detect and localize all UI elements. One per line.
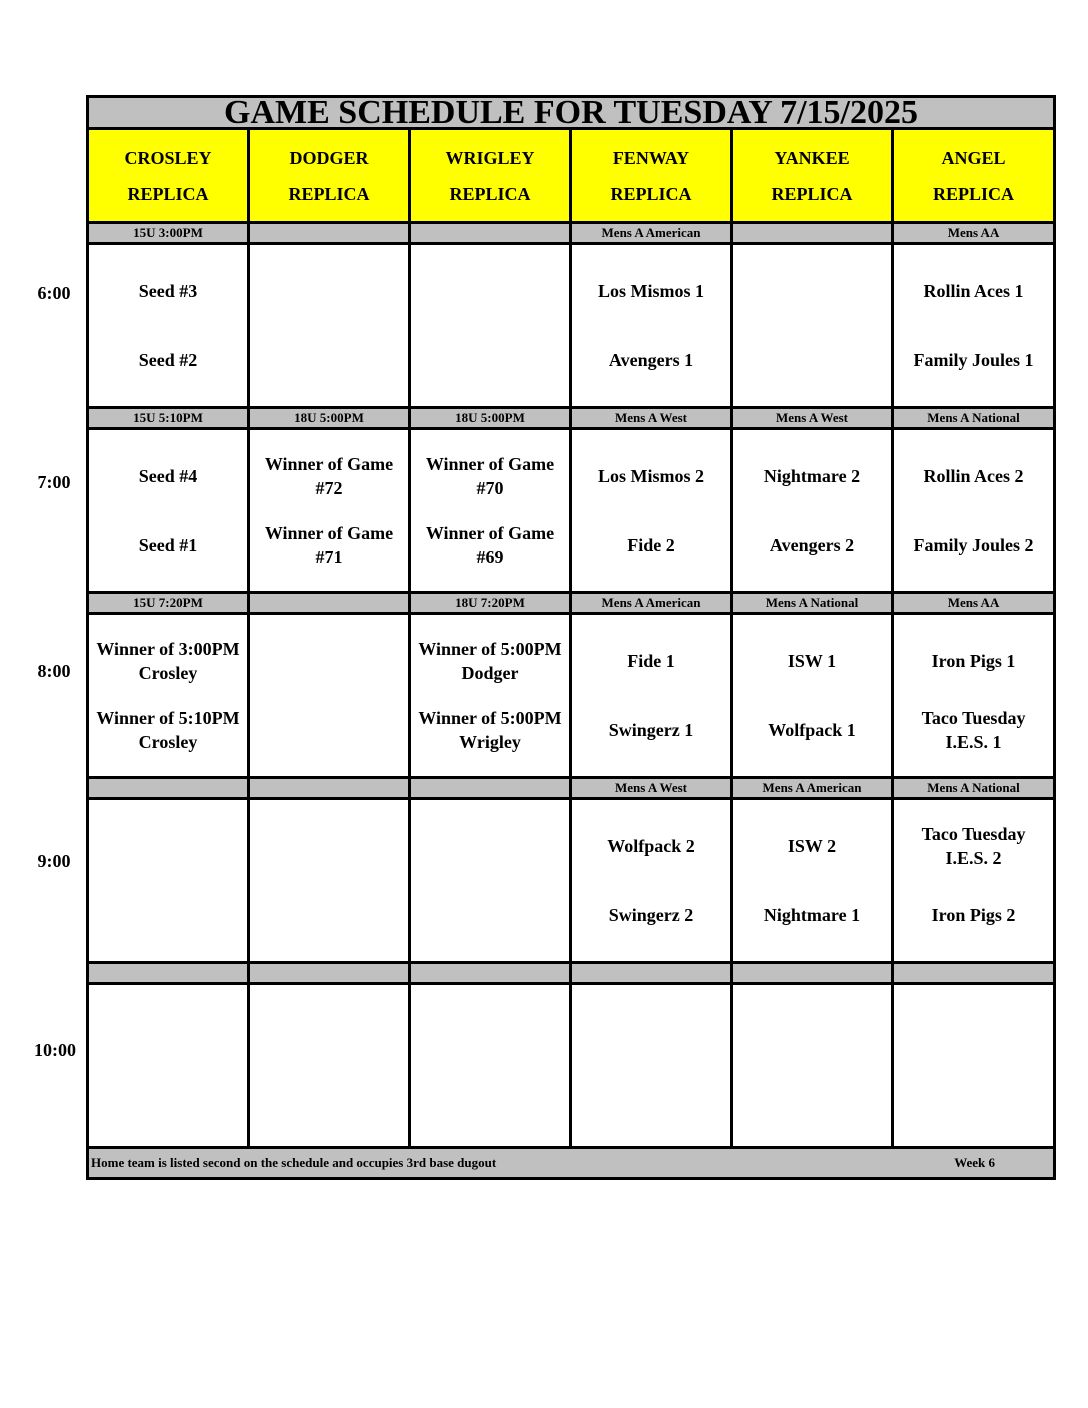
away-team [250,985,408,1065]
away-team [894,985,1053,1065]
home-team: Seed #1 [138,535,198,555]
game-cell [571,429,732,593]
field-name: CROSLEY [124,147,212,168]
division-label: Mens A West [571,408,732,429]
field-name: WRIGLEY [445,147,535,168]
game-cell [571,984,732,1148]
division-label: Mens A National [893,408,1055,429]
away-team: Taco Tuesday I.E.S. 2 [921,824,1026,868]
home-team: Family Joules 1 [913,350,1034,370]
footer [88,1148,1055,1179]
home-team: Swingerz 1 [608,720,694,740]
game-cell [410,429,571,593]
game-row [88,429,1055,593]
division-label [410,778,571,799]
away-team: Winner of 3:00PM Crosley [96,639,240,683]
away-team: Wolfpack 2 [607,836,695,856]
division-label-row [88,593,1055,614]
field-header-crosley [88,129,249,223]
home-team: Iron Pigs 2 [931,905,1016,925]
field-subtitle: REPLICA [449,183,531,204]
home-team: Wolfpack 1 [768,720,856,740]
away-team [572,985,730,1065]
game-row [88,244,1055,408]
game-row [88,799,1055,963]
footer-note: Home team is listed second on the schedule and occupies 3rd base dugout [91,1155,497,1170]
division-label-row [88,778,1055,799]
field-subtitle: REPLICA [610,183,692,204]
field-name: YANKEE [774,147,850,168]
game-cell [410,244,571,408]
game-cell [732,429,893,593]
week-label: Week 6 [954,1155,996,1170]
home-team [411,325,569,405]
division-label [88,963,249,984]
away-team: Winner of Game #72 [264,454,394,498]
division-label: Mens A National [893,778,1055,799]
away-team: Fide 1 [627,651,675,671]
division-label: 15U 5:10PM [88,408,249,429]
field-subtitle: REPLICA [288,183,370,204]
time-label: 7:00 [37,472,71,492]
game-cell [249,244,410,408]
home-team: Taco Tuesday I.E.S. 1 [921,708,1026,752]
division-label: Mens A American [571,593,732,614]
home-team [572,1065,730,1145]
home-team [250,1065,408,1145]
game-cell [249,614,410,778]
home-team: Winner of 5:00PM Wrigley [418,708,562,752]
division-label [249,223,410,244]
field-subtitle: REPLICA [933,183,1015,204]
away-team: Iron Pigs 1 [931,651,1016,671]
away-team: Winner of Game #70 [425,454,555,498]
game-cell [88,984,249,1148]
home-team [733,325,891,405]
division-label: Mens A National [732,593,893,614]
away-team [250,615,408,695]
away-team: ISW 2 [787,836,837,856]
division-label: Mens AA [893,223,1055,244]
away-team [250,245,408,325]
away-team [411,245,569,325]
game-cell [88,799,249,963]
division-label [732,963,893,984]
division-label: Mens A American [571,223,732,244]
division-label-row [88,223,1055,244]
division-label [249,778,410,799]
division-label: 18U 7:20PM [410,593,571,614]
game-cell [893,244,1055,408]
field-name: FENWAY [612,147,690,168]
away-team [411,800,569,880]
game-cell [410,614,571,778]
field-name: DODGER [289,147,369,168]
home-team: Swingerz 2 [608,905,694,925]
away-team [411,985,569,1065]
time-label: 10:00 [34,1040,76,1060]
away-team: Los Mismos 2 [597,466,704,486]
game-cell [893,984,1055,1148]
game-cell [732,244,893,408]
away-team: Los Mismos 1 [597,281,704,301]
game-cell [571,244,732,408]
home-team: Nightmare 1 [763,905,861,925]
game-cell [88,244,249,408]
home-team [250,325,408,405]
game-cell [893,614,1055,778]
division-label-row [88,408,1055,429]
division-label-row [88,963,1055,984]
home-team [89,1065,247,1145]
away-team [89,800,247,880]
game-cell [571,799,732,963]
away-team: Nightmare 2 [763,466,861,486]
division-label [893,963,1055,984]
home-team [250,880,408,960]
home-team [411,880,569,960]
game-cell [893,799,1055,963]
away-team: Seed #4 [138,466,198,486]
home-team: Winner of 5:10PM Crosley [96,708,240,752]
game-cell [732,614,893,778]
game-cell [732,984,893,1148]
game-cell [571,614,732,778]
away-team: Rollin Aces 1 [923,281,1024,301]
schedule-title: GAME SCHEDULE FOR TUESDAY 7/15/2025 [88,97,1055,129]
game-cell [410,984,571,1148]
game-cell [732,799,893,963]
game-cell [88,614,249,778]
division-label: Mens A West [571,778,732,799]
home-team: Avengers 1 [608,350,694,370]
division-label: Mens A American [732,778,893,799]
game-cell [410,799,571,963]
field-name: ANGEL [941,147,1006,168]
field-header-yankee [732,129,893,223]
division-label [249,593,410,614]
field-header-angel [893,129,1055,223]
field-header-dodger [249,129,410,223]
away-team: Rollin Aces 2 [923,466,1024,486]
away-team [89,985,247,1065]
field-subtitle: REPLICA [127,183,209,204]
division-label [571,963,732,984]
time-label: 9:00 [37,851,71,871]
away-team [250,800,408,880]
time-label: 8:00 [37,661,71,681]
home-team: Fide 2 [627,535,675,555]
field-header-fenway [571,129,732,223]
away-team [733,245,891,325]
division-label [249,963,410,984]
division-label [410,963,571,984]
division-label [732,223,893,244]
game-cell [249,429,410,593]
away-team [733,985,891,1065]
time-label: 6:00 [37,283,71,303]
game-cell [249,799,410,963]
schedule-table [86,95,1056,1180]
home-team: Family Joules 2 [913,535,1034,555]
game-cell [893,429,1055,593]
home-team: Avengers 2 [769,535,855,555]
away-team: Winner of 5:00PM Dodger [418,639,562,683]
home-team: Winner of Game #71 [264,523,394,567]
game-row [88,614,1055,778]
home-team [733,1065,891,1145]
division-label: Mens A West [732,408,893,429]
division-label: Mens AA [893,593,1055,614]
away-team: ISW 1 [787,651,837,671]
home-team: Seed #2 [138,350,198,370]
home-team [894,1065,1053,1145]
division-label: 15U 7:20PM [88,593,249,614]
home-team [250,695,408,775]
field-header-wrigley [410,129,571,223]
away-team: Seed #3 [138,281,198,301]
field-subtitle: REPLICA [771,183,853,204]
division-label: 18U 5:00PM [410,408,571,429]
division-label [410,223,571,244]
home-team [411,1065,569,1145]
schedule-sheet [86,95,1053,1209]
division-label: 15U 3:00PM [88,223,249,244]
game-cell [88,429,249,593]
division-label: 18U 5:00PM [249,408,410,429]
game-row [88,984,1055,1148]
game-cell [249,984,410,1148]
division-label [88,778,249,799]
home-team [89,880,247,960]
home-team: Winner of Game #69 [425,523,555,567]
